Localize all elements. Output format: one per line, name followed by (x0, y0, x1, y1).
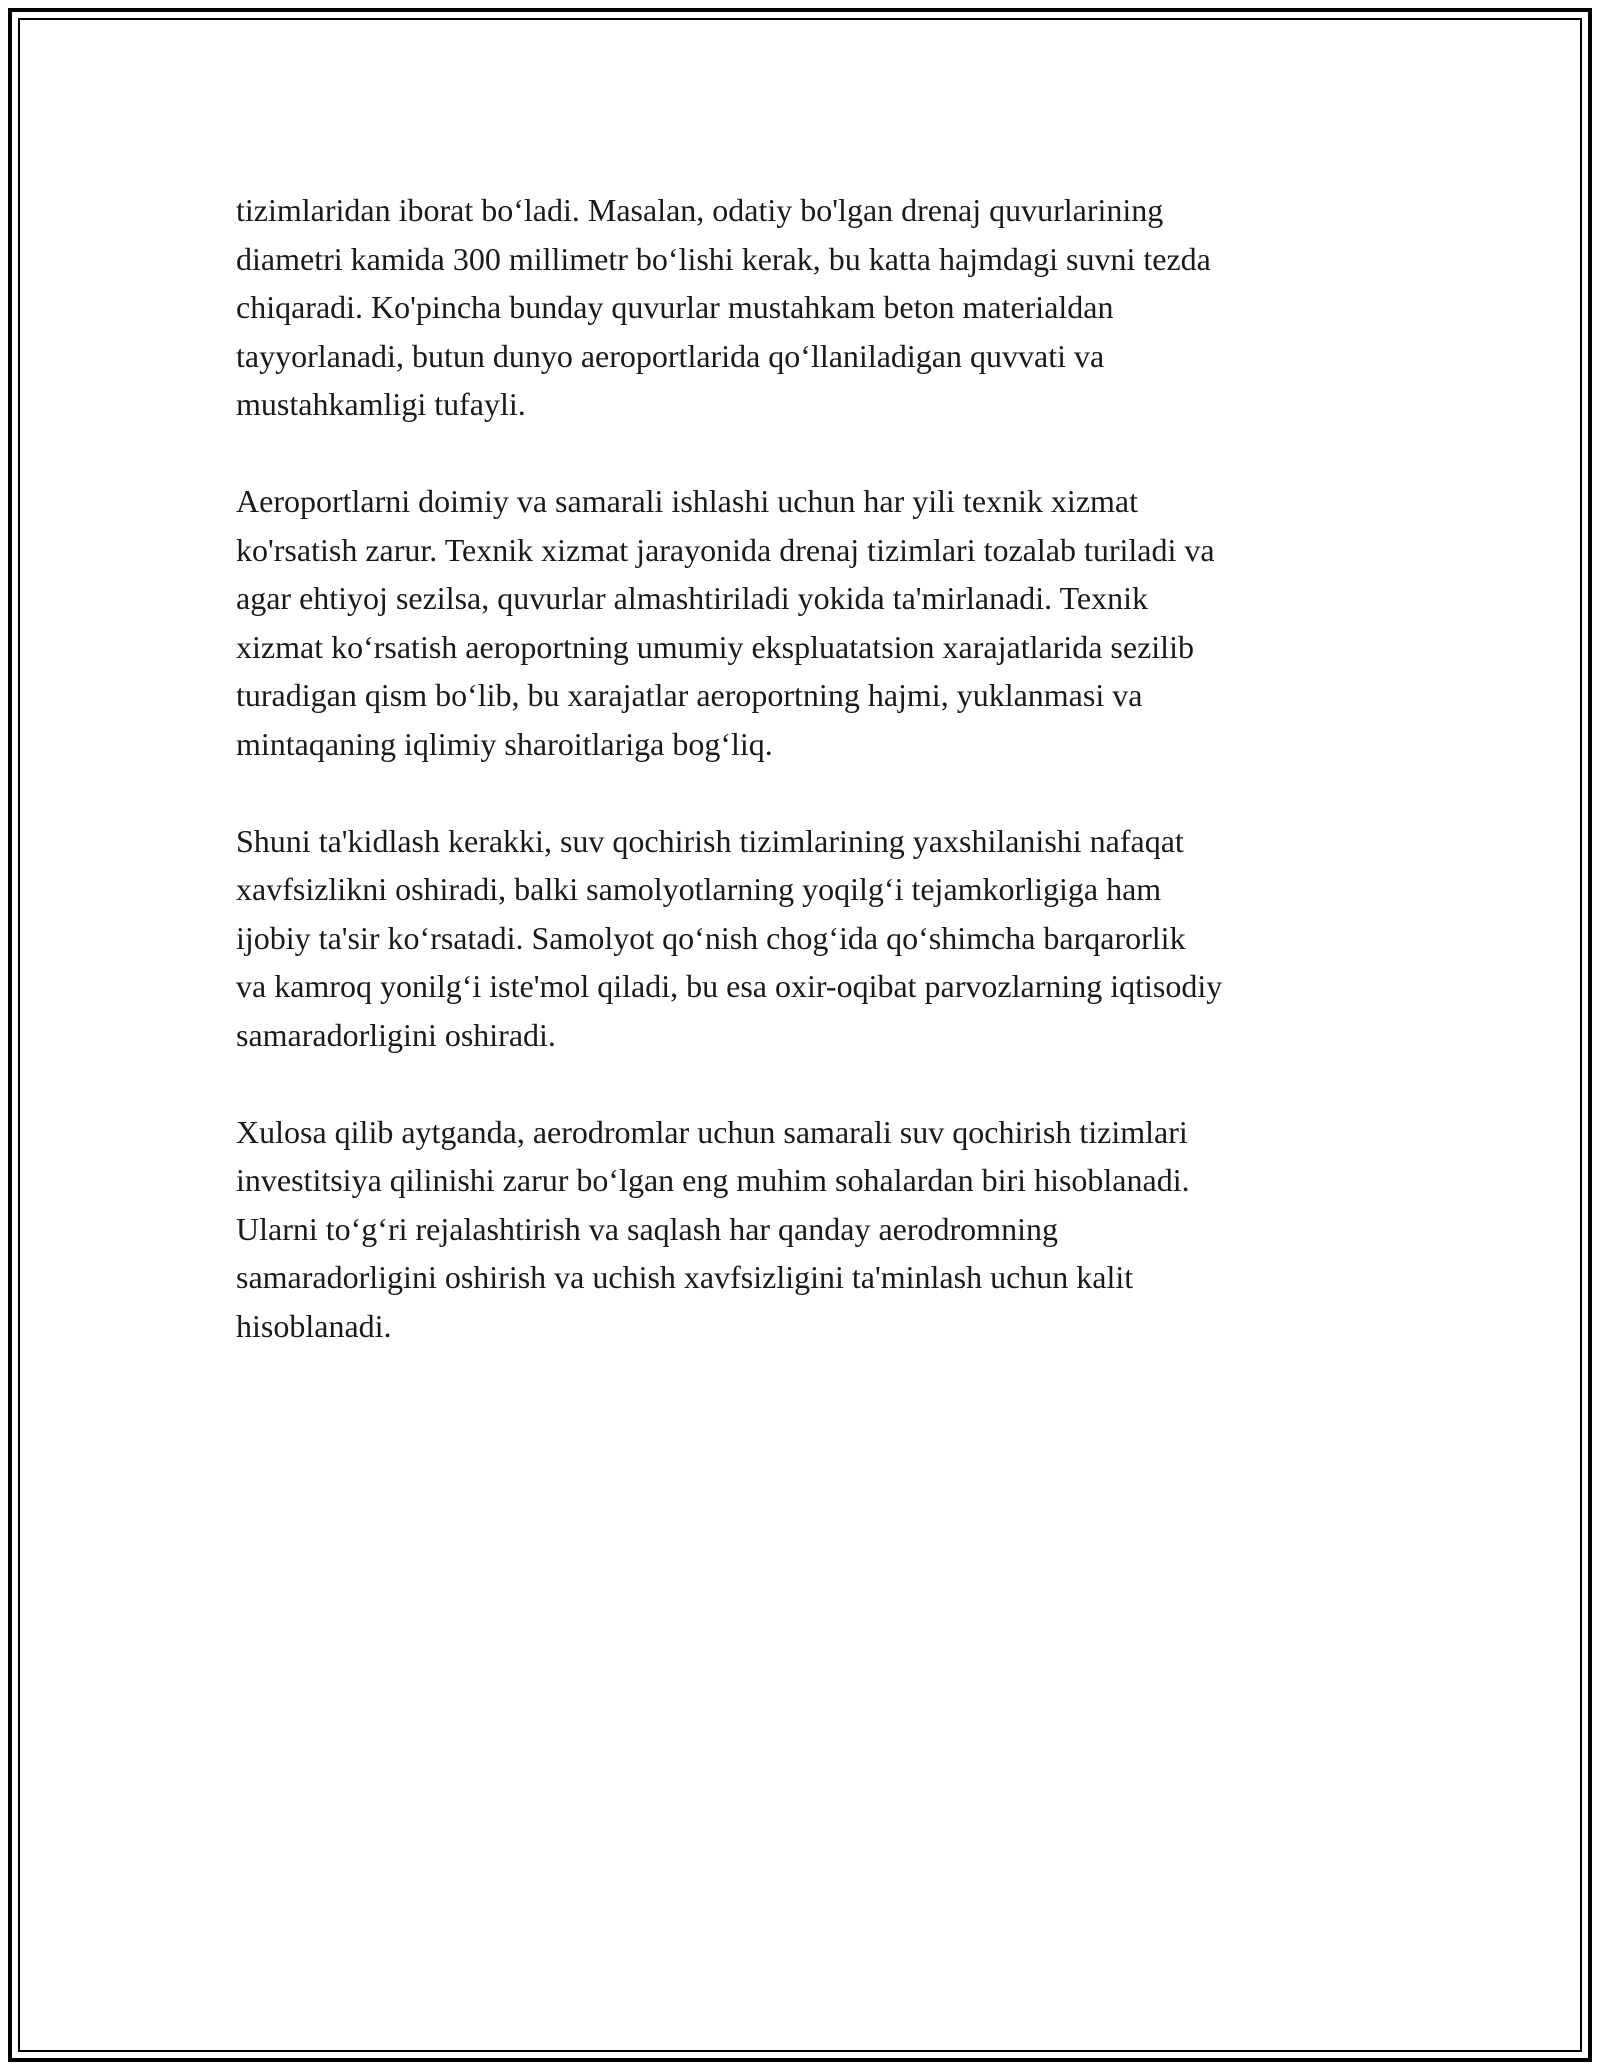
text-line: ko'rsatish zarur. Texnik xizmat jarayonida drenaj tizimlari tozalab turiladi va (236, 531, 1215, 568)
text-line: Ularni to‘g‘ri rejalashtirish va saqlash har qanday aerodromning (236, 1210, 1058, 1247)
text-line: hisoblanadi. (236, 1307, 392, 1344)
text-line: samaradorligini oshirish va uchish xavfsizligini ta'minlash uchun kalit (236, 1259, 1134, 1295)
text-line: diametri kamida 300 millimetr bo‘lishi kerak, bu katta hajmdagi suvni tezda (236, 240, 1211, 277)
text-line: xavfsizlikni oshiradi, balki samolyotlarning yoqilg‘i tejamkorligiga ham (236, 871, 1162, 907)
text-line: investitsiya qilinishi zarur bo‘lgan eng muhim sohalardan biri hisoblanadi. (236, 1162, 1190, 1198)
text-line: va kamroq yonilg‘i iste'mol qiladi, bu esa oxir-oqibat parvozlarning iqtisodiy (236, 968, 1223, 1004)
text-line: chiqaradi. Ko'pincha bunday quvurlar mustahkam beton materialdan (236, 289, 1114, 325)
text-line: mintaqaning iqlimiy sharoitlariga bog‘liq. (236, 725, 773, 762)
text-line: xizmat ko‘rsatish aeroportning umumiy ekspluatatsion xarajatlarida sezilib (236, 628, 1194, 665)
text-line: Xulosa qilib aytganda, aerodromlar uchun samarali suv qochirish tizimlari (236, 1113, 1188, 1150)
text-line: Shuni ta'kidlash kerakki, suv qochirish tizimlarining yaxshilanishi nafaqat (236, 822, 1184, 859)
document-body (236, 186, 1376, 1399)
paragraph-maintenance (236, 477, 1376, 768)
text-line: agar ehtiyoj sezilsa, quvurlar almashtiriladi yokida ta'mirlanadi. Texnik (236, 580, 1148, 616)
text-line: ijobiy ta'sir ko‘rsatadi. Samolyot qo‘nish chog‘ida qo‘shimcha barqarorlik (236, 919, 1186, 956)
paragraph-drainage-pipes (236, 186, 1376, 429)
text-line: Aeroportlarni doimiy va samarali ishlashi uchun har yili texnik xizmat (236, 483, 1138, 519)
text-line: tayyorlanadi, butun dunyo aeroportlarida qo‘llaniladigan quvvati va (236, 337, 1105, 374)
text-line: mustahkamligi tufayli. (236, 386, 526, 422)
text-line: samaradorligini oshiradi. (236, 1016, 556, 1053)
text-line: turadigan qism bo‘lib, bu xarajatlar aeroportning hajmi, yuklanmasi va (236, 677, 1143, 713)
paragraph-conclusion (236, 1108, 1376, 1351)
paragraph-fuel-efficiency (236, 817, 1376, 1060)
text-line: tizimlaridan iborat bo‘ladi. Masalan, odatiy bo'lgan drenaj quvurlarining (236, 192, 1164, 228)
